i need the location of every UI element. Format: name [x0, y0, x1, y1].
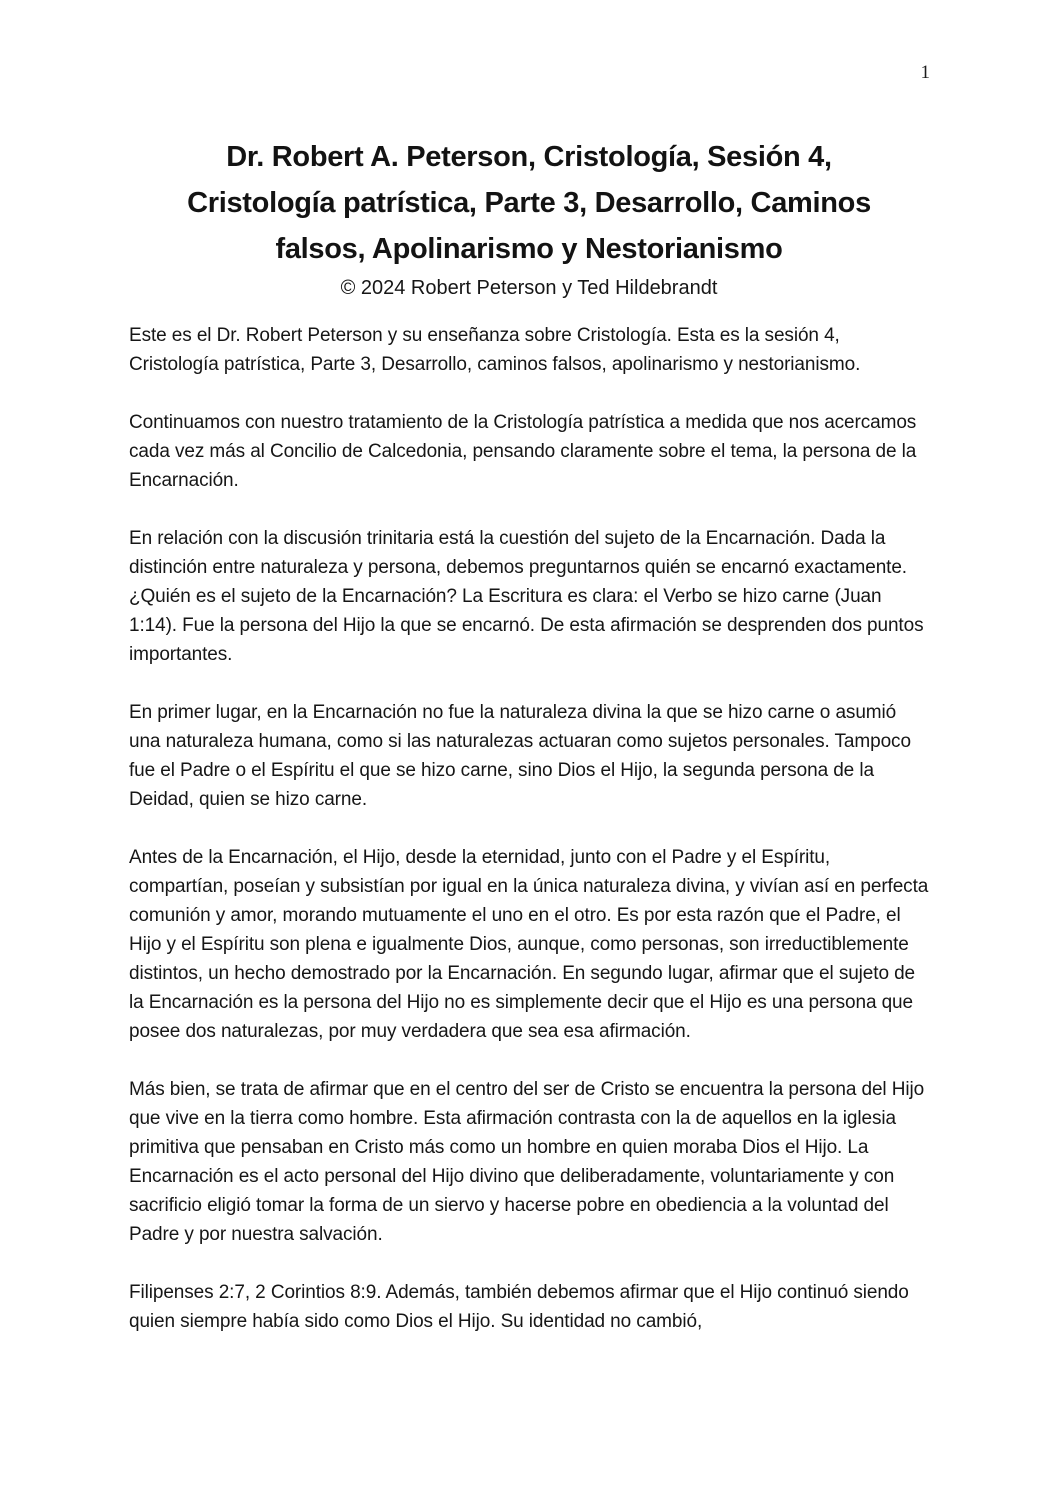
title-line-1: Dr. Robert A. Peterson, Cristología, Sesión 4, — [226, 141, 832, 173]
copyright-line: © 2024 Robert Peterson y Ted Hildebrandt — [340, 277, 718, 299]
paragraph-5: Antes de la Encarnación, el Hijo, desde la eternidad, junto con el Padre y el Espíritu, compartían, poseían y subsistían por igual en la única naturaleza divina, y vivían así en perfecta comunión y amor, morando mutuamente el uno en el otro. Es por esta razón que el Padre, el Hijo y el Espíritu son plena e igualmente Dios, aunque, como personas, son irreductiblemente distintos, un hecho demostrado por la Encarnación. En segundo lugar, afirmar que el sujeto de la Encarnación es la persona del Hijo no es simplemente decir que el Hijo es una persona que posee dos naturalezas, por muy verdadera que sea esa afirmación. — [129, 847, 929, 1042]
paragraph-2: Continuamos con nuestro tratamiento de la Cristología patrística a medida que nos acercamos cada vez más al Concilio de Calcedonia, pensando claramente sobre el tema, la persona de la Encarnación. — [129, 412, 917, 491]
title-line-3: falsos, Apolinarismo y Nestorianismo — [275, 233, 783, 265]
paragraph-6: Más bien, se trata de afirmar que en el centro del ser de Cristo se encuentra la persona del Hijo que vive en la tierra como hombre. Esta afirmación contrasta con la de aquellos en la iglesia primitiva que pensaban en Cristo más como un hombre en quien moraba Dios el Hijo. La Encarnación es el acto personal del Hijo divino que deliberadamente, voluntariamente y con sacrificio eligió tomar la forma de un siervo y hacerse pobre en obediencia a la voluntad del Padre y por nuestra salvación. — [129, 1079, 925, 1245]
title-line-2: Cristología patrística, Parte 3, Desarrollo, Caminos — [187, 187, 871, 219]
paragraph-1: Este es el Dr. Robert Peterson y su enseñanza sobre Cristología. Esta es la sesión 4, Cristología patrística, Parte 3, Desarrollo, caminos falsos, apolinarismo y nestorianismo. — [129, 325, 861, 375]
document-header — [129, 134, 929, 303]
document-title — [84, 134, 974, 272]
page-number: 1 — [920, 62, 930, 83]
document-body — [129, 321, 929, 1336]
paragraph-4: En primer lugar, en la Encarnación no fue la naturaleza divina la que se hizo carne o asumió una naturaleza humana, como si las naturalezas actuaran como sujetos personales. Tampoco fue el Padre o el Espíritu el que se hizo carne, sino Dios el Hijo, la segunda persona de la Deidad, quien se hizo carne. — [129, 702, 911, 810]
paragraph-3: En relación con la discusión trinitaria está la cuestión del sujeto de la Encarnación. Dada la distinción entre naturaleza y persona, debemos preguntarnos quién se encarnó exactamente. ¿Quién es el sujeto de la Encarnación? La Escritura es clara: el Verbo se hizo carne (Juan 1:14). Fue la persona del Hijo la que se encarnó. De esta afirmación se desprenden dos puntos importantes. — [129, 528, 924, 665]
paragraph-7: Filipenses 2:7, 2 Corintios 8:9. Además, también debemos afirmar que el Hijo continuó siendo quien siempre había sido como Dios el Hijo. Su identidad no cambió, — [129, 1282, 909, 1332]
